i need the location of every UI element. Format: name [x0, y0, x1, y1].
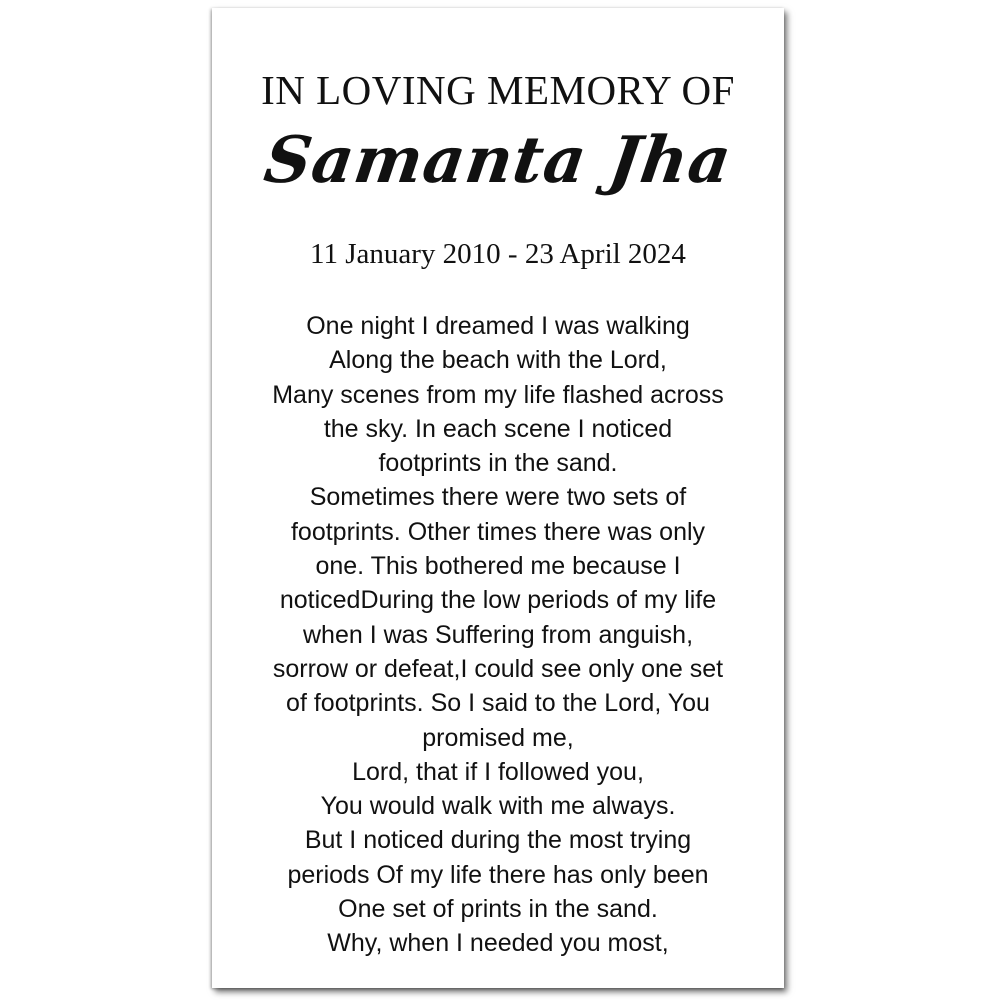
poem-line: Sometimes there were two sets of	[309, 483, 687, 512]
poem-line: noticedDuring the low periods of my life	[279, 586, 717, 615]
poem-line: You would walk with me always.	[320, 792, 676, 821]
poem-line: one. This bothered me because I	[315, 552, 681, 581]
poem-line: promised me,	[422, 723, 574, 752]
poem-line: footprints. Other times there was only	[290, 517, 706, 546]
poem-line: Lord, that if I followed you,	[352, 757, 644, 786]
poem-line: footprints in the sand.	[378, 449, 618, 478]
poem-line: Along the beach with the Lord,	[329, 346, 667, 375]
poem-line: Why, when I needed you most,	[327, 929, 669, 958]
poem-line: periods Of my life there has only been	[287, 860, 709, 889]
poem-text	[212, 309, 784, 961]
poem-line: when I was Suffering from anguish,	[302, 620, 694, 649]
poem-line: One night I dreamed I was walking	[306, 312, 690, 340]
life-dates: 11 January 2010 - 23 April 2024	[310, 238, 686, 270]
poem-line: the sky. In each scene I noticed	[323, 414, 673, 443]
poem-line: of footprints. So I said to the Lord, You	[286, 689, 710, 718]
memorial-heading: IN LOVING MEMORY OF	[261, 67, 735, 113]
poem-line: But I noticed during the most trying	[304, 826, 692, 855]
deceased-name: Samanta Jha	[259, 123, 737, 198]
poem-line: sorrow or defeat,I could see only one set	[272, 654, 724, 683]
poem-line: Many scenes from my life flashed across	[272, 380, 724, 409]
poem-line: One set of prints in the sand.	[338, 895, 658, 924]
memorial-card	[212, 8, 784, 988]
